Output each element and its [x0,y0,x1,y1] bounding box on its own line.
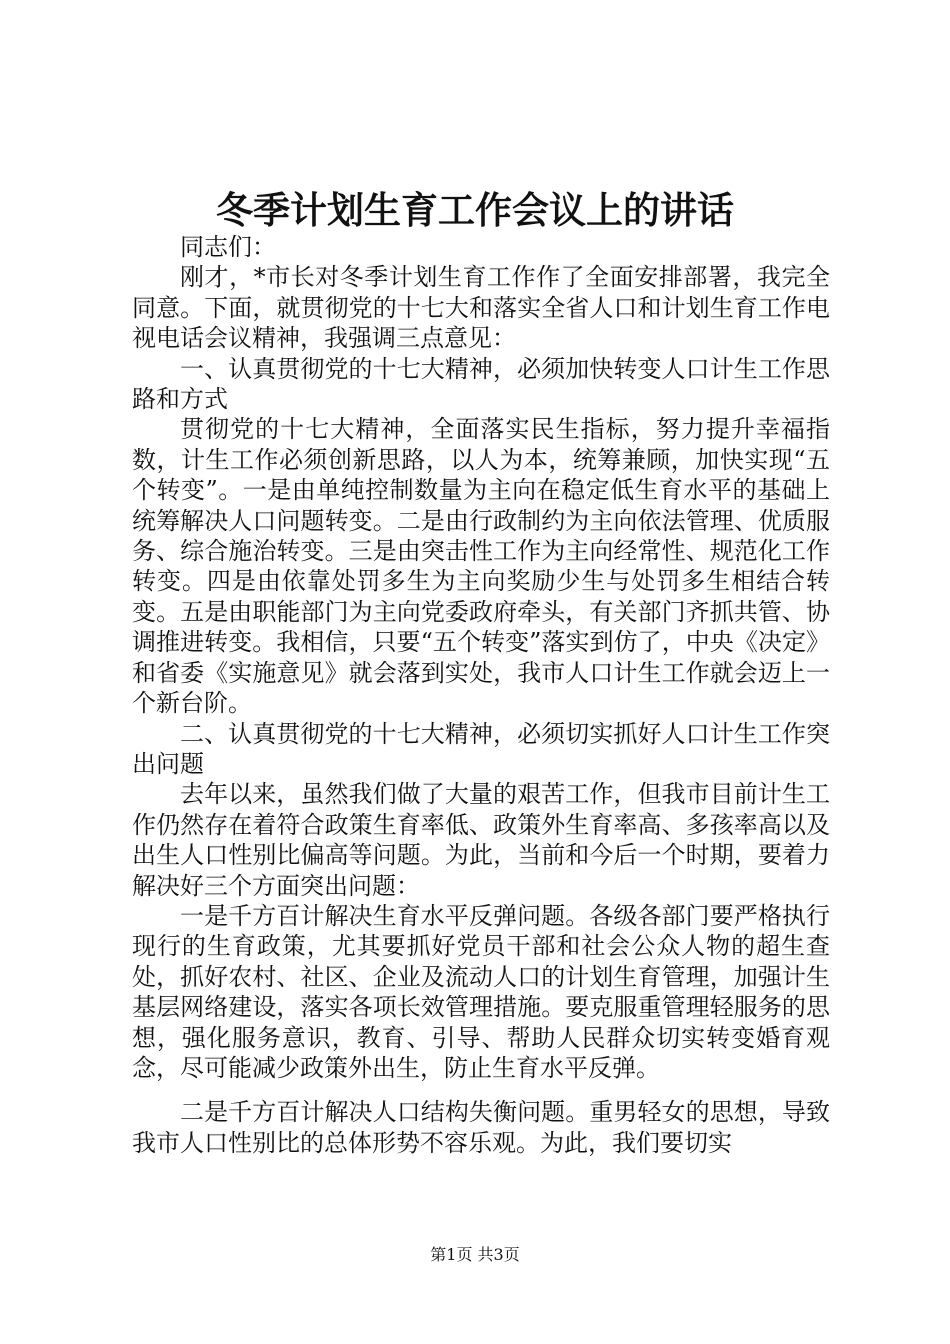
document-body [132,232,830,1158]
body-paragraph: 二是千方百计解决人口结构失衡问题。重男轻女的思想，导致我市人口性别比的总体形势不容乐观。为此，我们要切实 [132,1098,830,1157]
body-paragraph: 刚才，*市长对冬季计划生育工作作了全面安排部署，我完全同意。下面，就贯彻党的十七大和落实全省人口和计划生育工作电视电话会议精神，我强调三点意见： [132,263,830,353]
section-heading: 一、认真贯彻党的十七大精神，必须加快转变人口计生工作思路和方式 [132,354,830,414]
body-paragraph: 一是千方百计解决生育水平反弹问题。各级各部门要严格执行现行的生育政策，尤其要抓好党员干部和社会公众人物的超生查处，抓好农村、社区、企业及流动人口的计划生育管理，加强计生基层网络建设，落实各项长效管理措施。要克服重管理轻服务的思想，强化服务意识，教育、引导、帮助人民群众切实转变婚育观念，尽可能减少政策外出生，防止生育水平反弹。 [132,901,830,1082]
body-paragraph: 去年以来，虽然我们做了大量的艰苦工作，但我市目前计生工作仍然存在着符合政策生育率低、政策外生育率高、多孩率高以及出生人口性别比偏高等问题。为此，当前和今后一个时期，要着力解决好三个方面突出问题： [132,780,830,900]
salutation: 同志们： [180,233,276,261]
document-title: 冬季计划生育工作会议上的讲话 [216,188,734,232]
body-paragraph: 贯彻党的十七大精神，全面落实民生指标，努力提升幸福指数，计生工作必须创新思路，以人为本，统筹兼顾，加快实现“五个转变”。一是由单纯控制数量为主向在稳定低生育水平的基础上统筹解决人口问题转变。二是由行政制约为主向依法管理、优质服务、综合施治转变。三是由突击性工作为主向经常性、规范化工作转变。四是由依靠处罚多生为主向奖励少生与处罚多生相结合转变。五是由职能部门为主向党委政府牵头，有关部门齐抓共管、协调推进转变。我相信，只要“五个转变”落实到仿了，中央《决定》和省委《实施意见》就会落到实处，我市人口计生工作就会迈上一个新台阶。 [132,415,830,718]
section-heading: 二、认真贯彻党的十七大精神，必须切实抓好人口计生工作突出问题 [132,719,830,778]
page-number-footer: 第1页 共3页 [430,1245,520,1264]
